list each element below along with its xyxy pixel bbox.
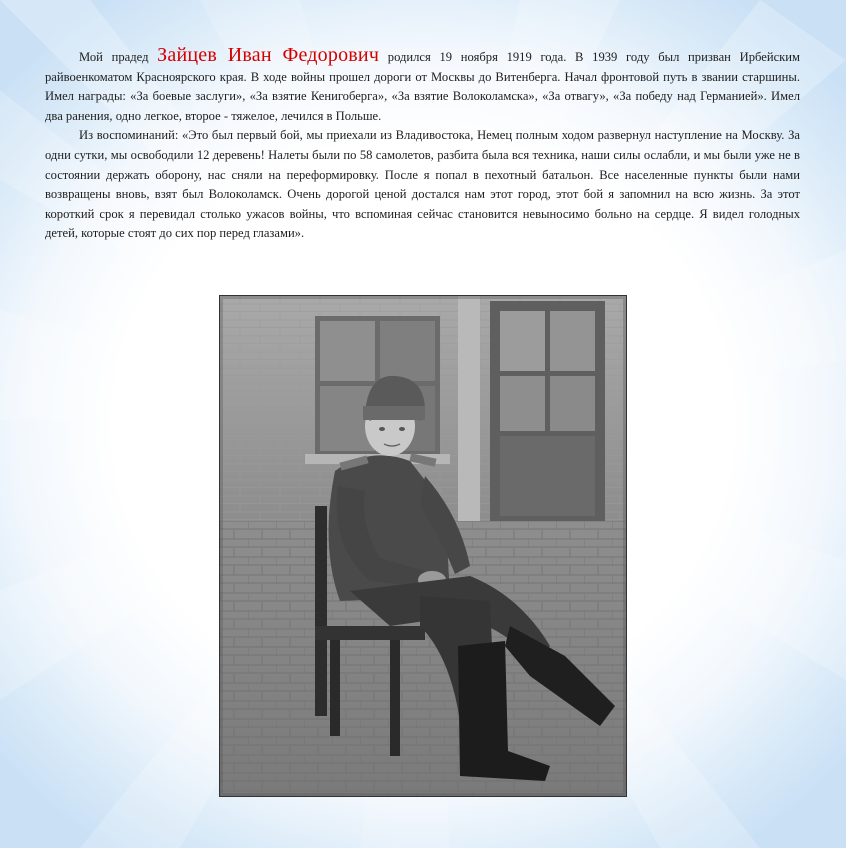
biography-paragraph — [45, 46, 800, 126]
memoir-paragraph: Из воспоминаний: «Это был первый бой, мы приехали из Владивостока, Немец полным ходом развернул наступление на Москву. За одни сутки, мы освободили 12 деревень! Налеты были по 58 самолетов, разбита была вся техника, наши силы ослабли, и мы были уже не в состоянии держать оборону, нас сняли на переформировку. После я попал в пехотный батальон. Все населенные пункты были нами возвращены вновь, взят был Волоколамск. Очень дорогой ценой достался нам этот город, этот бой я запомнил на всю жизнь. За этот короткий срок я перевидал столько ужасов войны, что вспоминая сейчас становится невыносимо больно на сердце. Я видел голодных детей, которые стоят до сих пор перед глазами». — [45, 128, 800, 241]
soldier-photo — [219, 295, 627, 797]
intro-text: Мой прадед — [79, 50, 158, 64]
person-name: Зайцев Иван Федорович — [157, 44, 380, 66]
biography-text — [45, 46, 800, 244]
biography-details: родился 19 ноября 1919 года. В 1939 году был призван Ирбейским райвоенкоматом Красноярского края. В ходе войны прошел дороги от Москвы до Витенберга. Начал фронтовой путь в звании старшины. Имел награды: «За боевые заслуги», «За взятие Кенигоберга», «За взятие Волоколамска», «За отвагу», «За победу над Германией». Имел два ранения, одно легкое, второе - тяжелое, лечился в Польше. — [45, 50, 800, 123]
photo-illustration — [220, 296, 626, 796]
